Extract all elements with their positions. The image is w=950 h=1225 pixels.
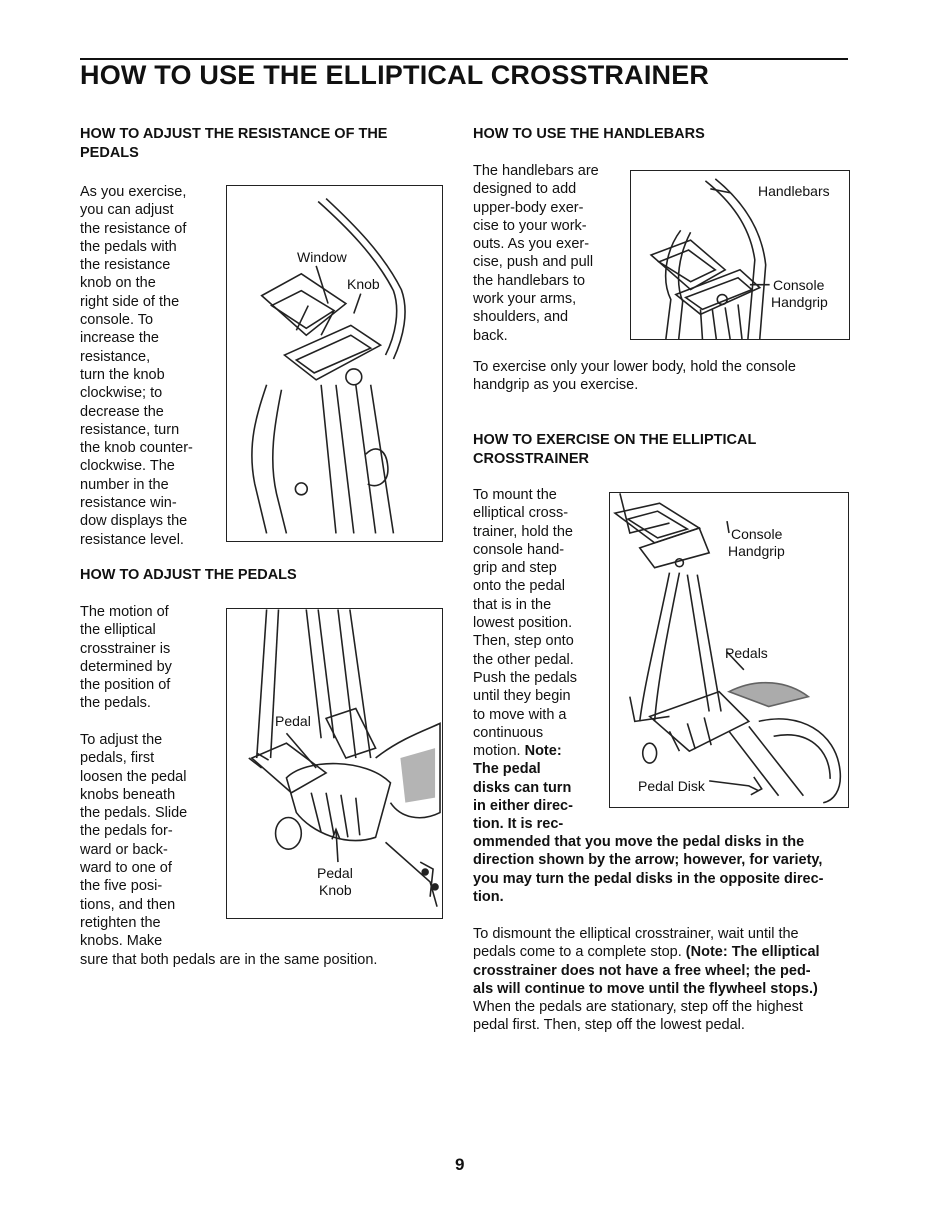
body-line: ward to one of	[80, 860, 172, 877]
body-line: To adjust the	[80, 732, 163, 748]
body-line: The handlebars are	[473, 163, 599, 179]
pedal-knob-label-2: Knob	[319, 882, 352, 898]
body-line: elliptical cross-	[473, 505, 569, 522]
console-label: Console	[731, 526, 783, 542]
note-label: Note:	[524, 743, 562, 760]
body-line: console hand-	[473, 541, 565, 558]
bold-text: crosstrainer does not have a free wheel; the ped-	[473, 962, 811, 979]
pedals-figure	[226, 608, 443, 919]
body-line: The motion of	[80, 604, 169, 620]
plain-text: pedals come to a complete stop.	[473, 944, 686, 961]
body-line: handgrip as you exercise.	[473, 377, 639, 394]
body-line: shoulders, and	[473, 309, 569, 326]
body-line: the pedals.	[80, 695, 151, 712]
resistance-figure	[226, 185, 443, 542]
body-line: pedal first. Then, step off the lowest pedal.	[473, 1017, 745, 1034]
exercise-heading	[473, 431, 843, 469]
body-line: To dismount the elliptical crosstrainer, wait until the	[473, 926, 799, 942]
body-line: to move with a	[473, 706, 567, 723]
body-line: clockwise; to	[80, 385, 163, 402]
body-line: the handlebars to	[473, 272, 586, 289]
exercise-bold-wide	[473, 833, 853, 906]
console-label: Console	[773, 277, 825, 293]
body-line: you can adjust	[80, 202, 174, 219]
bold-line	[473, 779, 608, 797]
pedals-heading	[80, 566, 420, 585]
handgrip-label: Handgrip	[771, 294, 828, 310]
body-line: cise to your work-	[473, 217, 587, 234]
body-line: onto the pedal	[473, 578, 565, 595]
bold-text: tion. It is rec-	[473, 816, 564, 833]
body-line: the knob counter-	[80, 440, 193, 457]
pedals-label: Pedals	[725, 645, 768, 661]
body-line: the five posi-	[80, 878, 163, 895]
motion-text: motion.	[473, 743, 521, 760]
bold-line	[473, 797, 608, 815]
body-line: decrease the	[80, 403, 164, 420]
pedals-body-last	[80, 951, 420, 969]
body-line: the position of	[80, 677, 171, 694]
body-line: clockwise. The	[80, 458, 175, 475]
dismount-body	[473, 925, 853, 1035]
body-line: resistance level.	[80, 531, 184, 548]
body-line: lowest position.	[473, 615, 573, 632]
window-label: Window	[297, 249, 347, 265]
bold-line	[473, 962, 853, 980]
body-line: the pedals. Slide	[80, 805, 188, 822]
bold-text: direction shown by the arrow; however, for variety,	[473, 852, 823, 869]
handlebars-heading-text: HOW TO USE THE HANDLEBARS	[473, 126, 705, 142]
resistance-body	[80, 183, 225, 549]
body-line: cise, push and pull	[473, 254, 594, 271]
body-line: work your arms,	[473, 291, 577, 308]
bold-text: The pedal	[473, 761, 541, 778]
page-number: 9	[455, 1155, 465, 1174]
body-line: tions, and then	[80, 896, 176, 913]
body-line: resistance, turn	[80, 421, 180, 438]
handlebars-heading	[473, 125, 833, 144]
pedal-knob-label-1: Pedal	[317, 865, 353, 881]
body-line: number in the	[80, 476, 169, 493]
body-line: When the pedals are stationary, step off the highest	[473, 999, 803, 1016]
body-line: pedals, first	[80, 750, 155, 767]
body-line: Then, step onto	[473, 633, 574, 650]
pedals-body-1	[80, 603, 225, 713]
bold-text: tion.	[473, 888, 504, 905]
body-line: As you exercise,	[80, 184, 187, 200]
body-line: the pedals for-	[80, 823, 173, 840]
handlebars-body-2	[473, 358, 843, 395]
bold-line	[473, 980, 853, 998]
bold-text: ommended that you move the pedal disks in the	[473, 834, 805, 850]
body-line: that is in the	[473, 596, 552, 613]
exercise-heading-line: CROSSTRAINER	[473, 451, 590, 467]
body-line: knobs beneath	[80, 786, 176, 803]
body-line: the elliptical	[80, 622, 156, 639]
bold-text: als will continue to move until the flywheel stops.)	[473, 980, 818, 997]
body-line: sure that both pedals are in the same position.	[80, 952, 378, 968]
handlebars-body	[473, 162, 629, 345]
body-line: retighten the	[80, 914, 161, 931]
body-line: the resistance of	[80, 220, 187, 237]
body-line: designed to add	[473, 181, 577, 198]
bold-line	[473, 833, 853, 851]
body-line: turn the knob	[80, 366, 165, 383]
pedals-body-2	[80, 731, 225, 951]
body-line: dow displays the	[80, 513, 188, 530]
bold-line	[473, 760, 608, 778]
body-line: resistance win-	[80, 495, 177, 512]
handgrip-label: Handgrip	[728, 543, 785, 559]
body-line: right side of the	[80, 293, 180, 310]
bold-line	[473, 815, 608, 833]
handlebars-label: Handlebars	[758, 183, 830, 199]
body-line: knobs. Make	[80, 933, 163, 950]
body-line: Push the pedals	[473, 669, 577, 686]
exercise-figure	[609, 492, 849, 808]
console-illustration	[227, 186, 442, 541]
body-line: ward or back-	[80, 841, 168, 858]
resistance-heading-text: HOW TO ADJUST THE RESISTANCE OF THE PEDALS	[80, 126, 388, 161]
body-line: loosen the pedal	[80, 768, 187, 785]
body-line: resistance,	[80, 348, 151, 365]
body-line: To mount the	[473, 487, 557, 503]
bold-text: in either direc-	[473, 798, 573, 815]
body-line: outs. As you exer-	[473, 236, 590, 253]
handlebars-figure	[630, 170, 850, 340]
body-line: grip and step	[473, 560, 557, 577]
pedal-label: Pedal	[275, 713, 311, 729]
page-title: HOW TO USE THE ELLIPTICAL CROSSTRAINER	[80, 60, 710, 90]
body-line	[473, 742, 608, 760]
body-line: the other pedal.	[473, 651, 574, 668]
bold-text: disks can turn	[473, 779, 572, 796]
bold-text: you may turn the pedal disks in the opposite direc-	[473, 870, 824, 887]
body-line: console. To	[80, 312, 154, 329]
knob-label: Knob	[347, 276, 380, 292]
exercise-heading-line: HOW TO EXERCISE ON THE ELLIPTICAL	[473, 432, 757, 448]
body-line: the resistance	[80, 257, 171, 274]
body-line: increase the	[80, 330, 159, 347]
bold-text: (Note: The elliptical	[685, 944, 820, 961]
body-line: continuous	[473, 724, 544, 741]
body-line: crosstrainer is	[80, 640, 171, 657]
body-line: trainer, hold the	[473, 523, 573, 540]
body-line: back.	[473, 327, 508, 344]
body-line: upper-body exer-	[473, 199, 584, 216]
bold-line	[473, 888, 853, 906]
exercise-body	[473, 486, 608, 834]
bold-line	[473, 870, 853, 888]
resistance-heading	[80, 125, 420, 163]
body-line: the pedals with	[80, 238, 177, 255]
body-line: until they begin	[473, 688, 571, 705]
body-line: determined by	[80, 658, 172, 675]
body-line: To exercise only your lower body, hold the console	[473, 359, 796, 375]
pedal-disk-label: Pedal Disk	[638, 778, 705, 794]
body-line	[473, 943, 853, 961]
body-line: knob on the	[80, 275, 156, 292]
bold-line	[473, 851, 853, 869]
pedals-heading-text: HOW TO ADJUST THE PEDALS	[80, 567, 297, 583]
